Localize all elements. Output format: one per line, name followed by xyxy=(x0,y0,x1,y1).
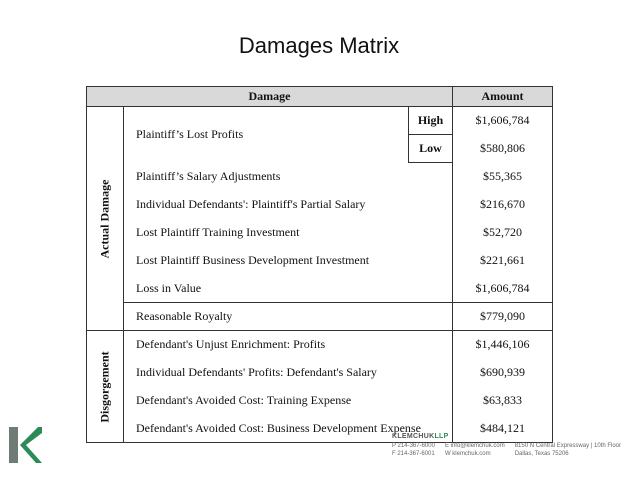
row-label: Plaintiff’s Salary Adjustments xyxy=(136,169,281,184)
row-label: Individual Defendants' Profits: Defendant's Salary xyxy=(136,365,377,379)
table-row xyxy=(87,331,553,359)
row-amount: $484,121 xyxy=(453,415,553,443)
low-label: Low xyxy=(409,135,453,163)
row-label: Lost Plaintiff Training Investment xyxy=(136,225,300,239)
table-row xyxy=(87,219,553,247)
table-row xyxy=(87,387,553,415)
row-amount: $221,661 xyxy=(453,247,553,275)
row-amount: $580,806 xyxy=(453,135,553,163)
brand-name: KLEMCHUK xyxy=(392,433,435,440)
footer-address-line1: 8150 N Central Expressway | 10th Floor xyxy=(514,443,621,449)
row-amount: $55,365 xyxy=(453,163,553,191)
table-row xyxy=(87,163,553,191)
table-row xyxy=(87,247,553,275)
row-label: Defendant's Avoided Cost: Training Expense xyxy=(136,393,352,407)
row-label: Defendant's Unjust Enrichment: Profits xyxy=(124,331,453,359)
logo-stem xyxy=(9,427,18,463)
row-amount: $1,446,106 xyxy=(453,331,553,359)
row-amount: $1,606,784 xyxy=(453,275,553,303)
row-label: Reasonable Royalty xyxy=(124,303,453,331)
footer-email[interactable]: E info@klemchuk.com xyxy=(444,443,505,449)
footer-web[interactable]: W klemchuk.com xyxy=(444,451,491,457)
logo-upper-arm xyxy=(20,427,42,445)
header-amount: Amount xyxy=(453,87,553,107)
row-amount: $63,833 xyxy=(453,387,553,415)
klemchuk-logo-icon xyxy=(6,423,44,467)
logo-lower-arm xyxy=(20,445,42,463)
footer-address-line2: Dallas, Texas 75206 xyxy=(514,451,569,457)
table-row xyxy=(87,107,553,135)
footer xyxy=(392,433,632,457)
row-label: Defendant's Avoided Cost: Business Development Expense xyxy=(124,415,453,443)
category-label: Actual Damage xyxy=(97,179,112,258)
table-row xyxy=(87,359,553,387)
footer-phone: P 214-367-6000 xyxy=(392,443,435,449)
row-amount: $1,606,784 xyxy=(453,107,553,135)
row-label: Loss in Value xyxy=(136,280,202,295)
category-actual-damage xyxy=(87,107,124,331)
damages-table xyxy=(86,86,553,443)
table-row xyxy=(87,191,553,219)
footer-fax: F 214-367-6001 xyxy=(392,451,435,457)
row-amount: $216,670 xyxy=(453,191,553,219)
footer-brand xyxy=(392,433,632,440)
table-row xyxy=(87,303,553,331)
table-row xyxy=(87,275,553,303)
brand-suffix: LLP xyxy=(434,433,449,440)
row-label: Lost Plaintiff Business Development Investment xyxy=(136,253,370,267)
page-title: Damages Matrix xyxy=(238,33,400,58)
row-label: Plaintiff’s Lost Profits xyxy=(136,127,244,142)
row-amount: $52,720 xyxy=(453,219,553,247)
row-amount: $690,939 xyxy=(453,359,553,387)
header-row xyxy=(87,87,553,107)
header-damage: Damage xyxy=(87,87,453,107)
category-label: Disgorgement xyxy=(97,350,112,423)
footer-contact xyxy=(392,443,632,457)
row-amount: $779,090 xyxy=(453,303,553,331)
category-disgorgement xyxy=(87,331,124,443)
row-label: Individual Defendants': Plaintiff's Partial Salary xyxy=(136,197,366,211)
high-label: High xyxy=(409,107,453,135)
